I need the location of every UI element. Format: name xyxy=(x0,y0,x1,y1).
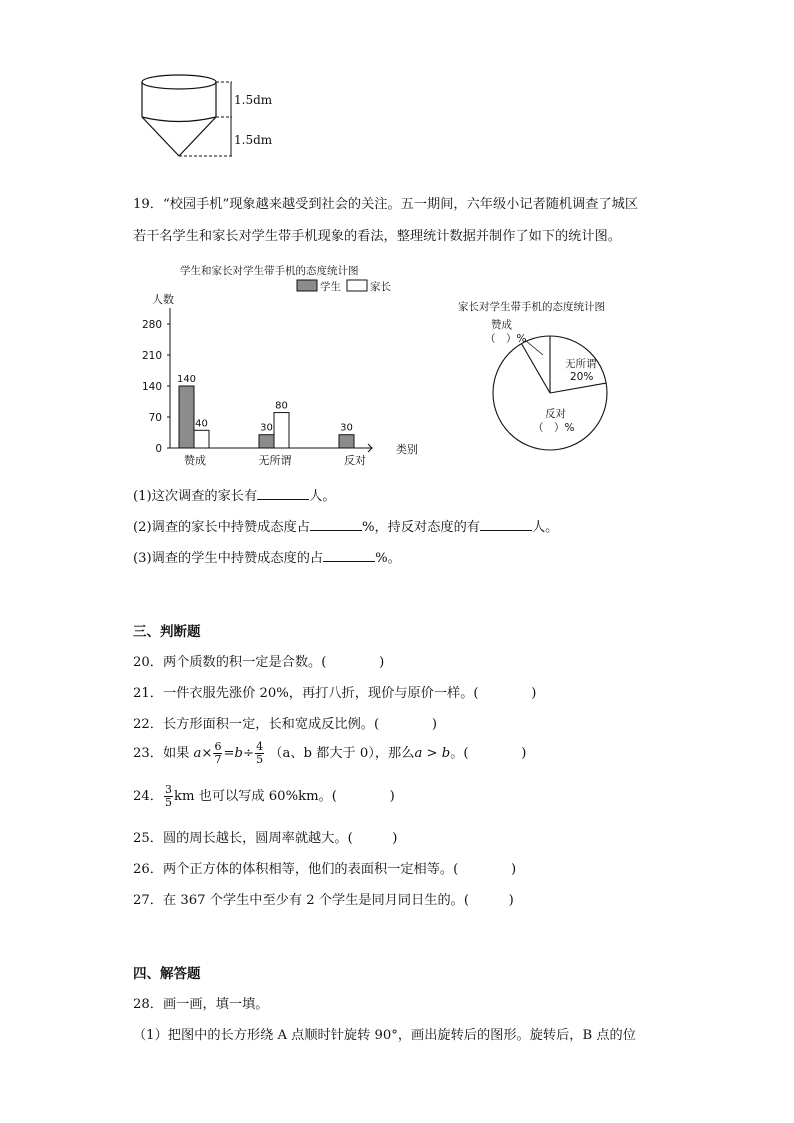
fraction-4-5: $\frac{4}{5}$ xyxy=(256,740,264,766)
pie-chart-title: 家长对学生带手机的态度统计图 xyxy=(458,301,605,313)
bar-parents xyxy=(194,430,209,448)
bar-value-label: 30 xyxy=(340,422,353,434)
fraction-6-7: $\frac{6}{7}$ xyxy=(214,740,222,766)
bar-chart xyxy=(140,258,440,470)
q20: 20．两个质数的积一定是合数。( ) xyxy=(133,655,385,670)
y-tick-label: 70 xyxy=(148,412,162,424)
pie-value-oppose: （ ）% xyxy=(533,422,575,434)
q19-sub3: (3)调查的学生中持赞成态度的占 %。 xyxy=(133,551,401,566)
pie-chart xyxy=(455,295,625,457)
fraction-3-5: $\frac{3}{5}$ xyxy=(164,783,172,809)
q27: 27．在 367 个学生中至少有 2 个学生是同月同日生的。( ) xyxy=(133,893,514,908)
blank-oppose-count[interactable] xyxy=(480,518,532,531)
bar-value-label: 140 xyxy=(176,374,197,385)
bar-chart-title: 学生和家长对学生带手机的态度统计图 xyxy=(180,265,359,277)
y-tick-label: 140 xyxy=(141,381,162,393)
bar-parents xyxy=(274,413,289,448)
cylinder-bottom xyxy=(142,117,216,122)
dim-label-top: 1.5dm xyxy=(234,93,273,107)
cylinder-top xyxy=(142,75,216,89)
pie-value-approve: （ ）% xyxy=(485,333,527,345)
q24: 24． $\frac{3}{5}$ km 也可以写成 60%km。( ) xyxy=(133,783,395,809)
q19-line1: 19．“校园手机”现象越来越受到社会的关注。五一期间，六年级小记者随机调查了城区 xyxy=(133,197,639,212)
legend-swatch-parents xyxy=(347,280,367,291)
legend-label-parents: 家长 xyxy=(370,281,391,293)
bar-students xyxy=(179,386,194,448)
q19-sub2: (2)调查的家长中持赞成态度占 %，持反对态度的有 人。 xyxy=(133,520,559,535)
dim-label-bottom: 1.5dm xyxy=(234,133,273,147)
q25: 25．圆的周长越长，圆周率就越大。( ) xyxy=(133,831,398,846)
pie-label-approve: 赞成 xyxy=(491,319,512,331)
q19-line2: 若干名学生和家长对学生带手机现象的看法，整理统计数据并制作了如下的统计图。 xyxy=(133,229,621,244)
bar-value-label: 40 xyxy=(195,418,208,430)
cone-left-edge xyxy=(142,117,179,156)
pie-label-indifferent: 无所谓 xyxy=(565,358,597,370)
legend-swatch-students xyxy=(297,280,317,291)
y-axis-label: 人数 xyxy=(152,293,174,306)
blank-parents-count[interactable] xyxy=(257,487,309,500)
x-axis-label: 类别 xyxy=(396,443,418,456)
container-figure xyxy=(130,70,300,162)
legend-label-students: 学生 xyxy=(320,281,341,293)
y-tick-label: 0 xyxy=(155,443,162,455)
bar-students xyxy=(339,435,354,448)
blank-approve-percent[interactable] xyxy=(310,518,362,531)
x-category-label: 赞成 xyxy=(184,454,206,467)
cone-right-edge xyxy=(179,117,216,156)
q22: 22．长方形面积一定，长和宽成反比例。( ) xyxy=(133,717,438,732)
x-category-label: 无所谓 xyxy=(258,454,292,467)
section4-heading: 四、解答题 xyxy=(133,966,201,982)
q19-sub1: (1)这次调查的家长有 人。 xyxy=(133,489,336,504)
y-tick-label: 210 xyxy=(141,350,162,362)
q28-1: （1）把图中的长方形绕 A 点顺时针旋转 90°，画出旋转后的图形。旋转后，B 点的位 xyxy=(133,1028,636,1043)
q28: 28．画一画，填一填。 xyxy=(133,997,269,1012)
bar-value-label: 80 xyxy=(275,400,288,412)
pie-label-oppose: 反对 xyxy=(545,408,566,420)
bar-chart-legend xyxy=(297,280,391,293)
bar-value-label: 30 xyxy=(260,422,273,434)
q26: 26．两个正方体的体积相等，他们的表面积一定相等。( ) xyxy=(133,862,517,877)
section3-heading: 三、判断题 xyxy=(133,624,201,640)
q23: 23．如果 a× $\frac{6}{7}$ =b÷ $\frac{4}{5}$ （a、b 都大于 0），那么a > b。( ) xyxy=(133,740,527,766)
y-tick-label: 280 xyxy=(141,319,162,331)
x-category-label: 反对 xyxy=(344,454,366,467)
blank-student-approve-percent[interactable] xyxy=(323,549,375,562)
pie-value-indifferent: 20% xyxy=(570,371,594,383)
q21: 21．一件衣服先涨价 20%，再打八折，现价与原价一样。( ) xyxy=(133,686,537,701)
bar-students xyxy=(259,435,274,448)
